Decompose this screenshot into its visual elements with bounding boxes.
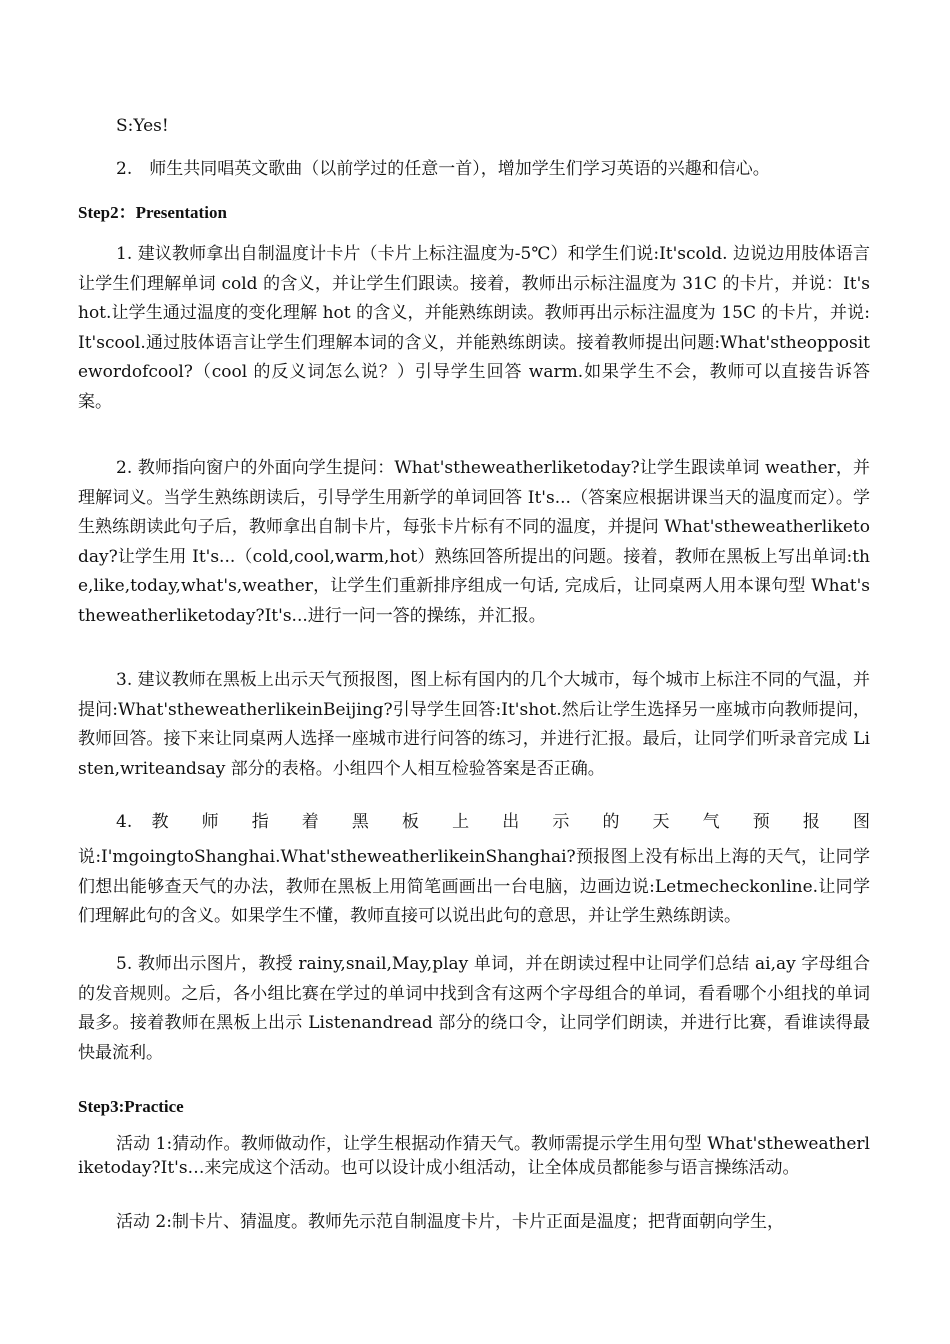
- step2-heading: Step2：Presentation: [78, 203, 227, 222]
- step2-paragraph-5: 5. 教师出示图片，教授 rainy,snail,May,play 单词，并在朗读过程中让同学们总结 ai,ay 字母组合的发音规则。之后，各小组比赛在学过的单词中找到含有这两个字母组合的单词，看看哪个小组找的单词最多。接着教师在黑板上出示 Listenandread 部分的绕口令，让同学们朗读，并进行比赛，看谁读得最快最流利。: [78, 954, 870, 1063]
- activity-1-paragraph: 活动 1:猜动作。教师做动作，让学生根据动作猜天气。教师需提示学生用句型 What'stheweatherliketoday?It's…来完成这个活动。也可以设计成小组活动，让全体成员都能参与语言操练活动。: [78, 1134, 870, 1178]
- song-paragraph: 2. 师生共同唱英文歌曲（以前学过的任意一首），增加学生们学习英语的兴趣和信心。: [116, 159, 770, 179]
- step2-paragraph-4: 说:I'mgoingtoShanghai.What'stheweatherlikeinShanghai?预报图上没有标出上海的天气，让同学们想出能够查天气的办法，教师在黑板上用简笔画画出一台电脑，边画边说:Letmecheckonline.让同学们理解此句的含义。如果学生不懂，教师直接可以说出此句的意思，并让学生熟练朗读。: [78, 847, 870, 926]
- step2-paragraph-2: 2. 教师指向窗户的外面向学生提问：What'stheweatherliketoday?让学生跟读单词 weather，并理解词义。当学生熟练朗读后，引导学生用新学的单词回答 It's...（答案应根据讲课当天的温度而定）。学生熟练朗读此句子后，教师拿出自制卡片，每张卡片标有不同的温度，并提问 What'stheweatherliketoday?让学生用 It's...（cold,cool,warm,hot）熟练回答所提出的问题。接着，教师在黑板上写出单词:the,like,today,what's,weather，让学生们重新排序组成一句话, 完成后，让同桌两人用本课句型 What'stheweatherliketoday?It's...进行一问一答的操练，并汇报。: [78, 458, 870, 626]
- activity-2-paragraph: 活动 2:制卡片、猜温度。教师先示范自制温度卡片，卡片正面是温度；把背面朝向学生，: [116, 1212, 784, 1232]
- step2-paragraph-1: 1. 建议教师拿出自制温度计卡片（卡片上标注温度为-5℃）和学生们说:It'scold. 边说边用肢体语言让学生们理解单词 cold 的含义，并让学生们跟读。接着，教师出示标注温度为 31C 的卡片，并说：It'shot.让学生通过温度的变化理解 hot 的含义，并能熟练朗读。教师再出示标注温度为 15C 的卡片，并说:It'scool.通过肢体语言让学生们理解本词的含义，并能熟练朗读。接着教师提出问题:What'stheoppositewordofcool?（cool 的反义词怎么说？）引导学生回答 warm.如果学生不会，教师可以直接告诉答案。: [78, 244, 870, 412]
- step2-paragraph-3: 3. 建议教师在黑板上出示天气预报图，图上标有国内的几个大城市，每个城市上标注不同的气温，并提问:What'stheweatherlikeinBeijing?引导学生回答:It'shot.然后让学生选择另一座城市向教师提问，教师回答。接下来让同桌两人选择一座城市进行问答的练习，并进行汇报。最后，让同学们听录音完成 Listen,writeandsay 部分的表格。小组四个人相互检验答案是否正确。: [78, 670, 870, 779]
- student-reply: S:Yes!: [116, 116, 169, 136]
- step2-paragraph-4-first-line: 4. 教 师 指 着 黑 板 上 出 示 的 天 气 预 报 图: [116, 812, 870, 832]
- step3-heading: Step3:Practice: [78, 1097, 184, 1116]
